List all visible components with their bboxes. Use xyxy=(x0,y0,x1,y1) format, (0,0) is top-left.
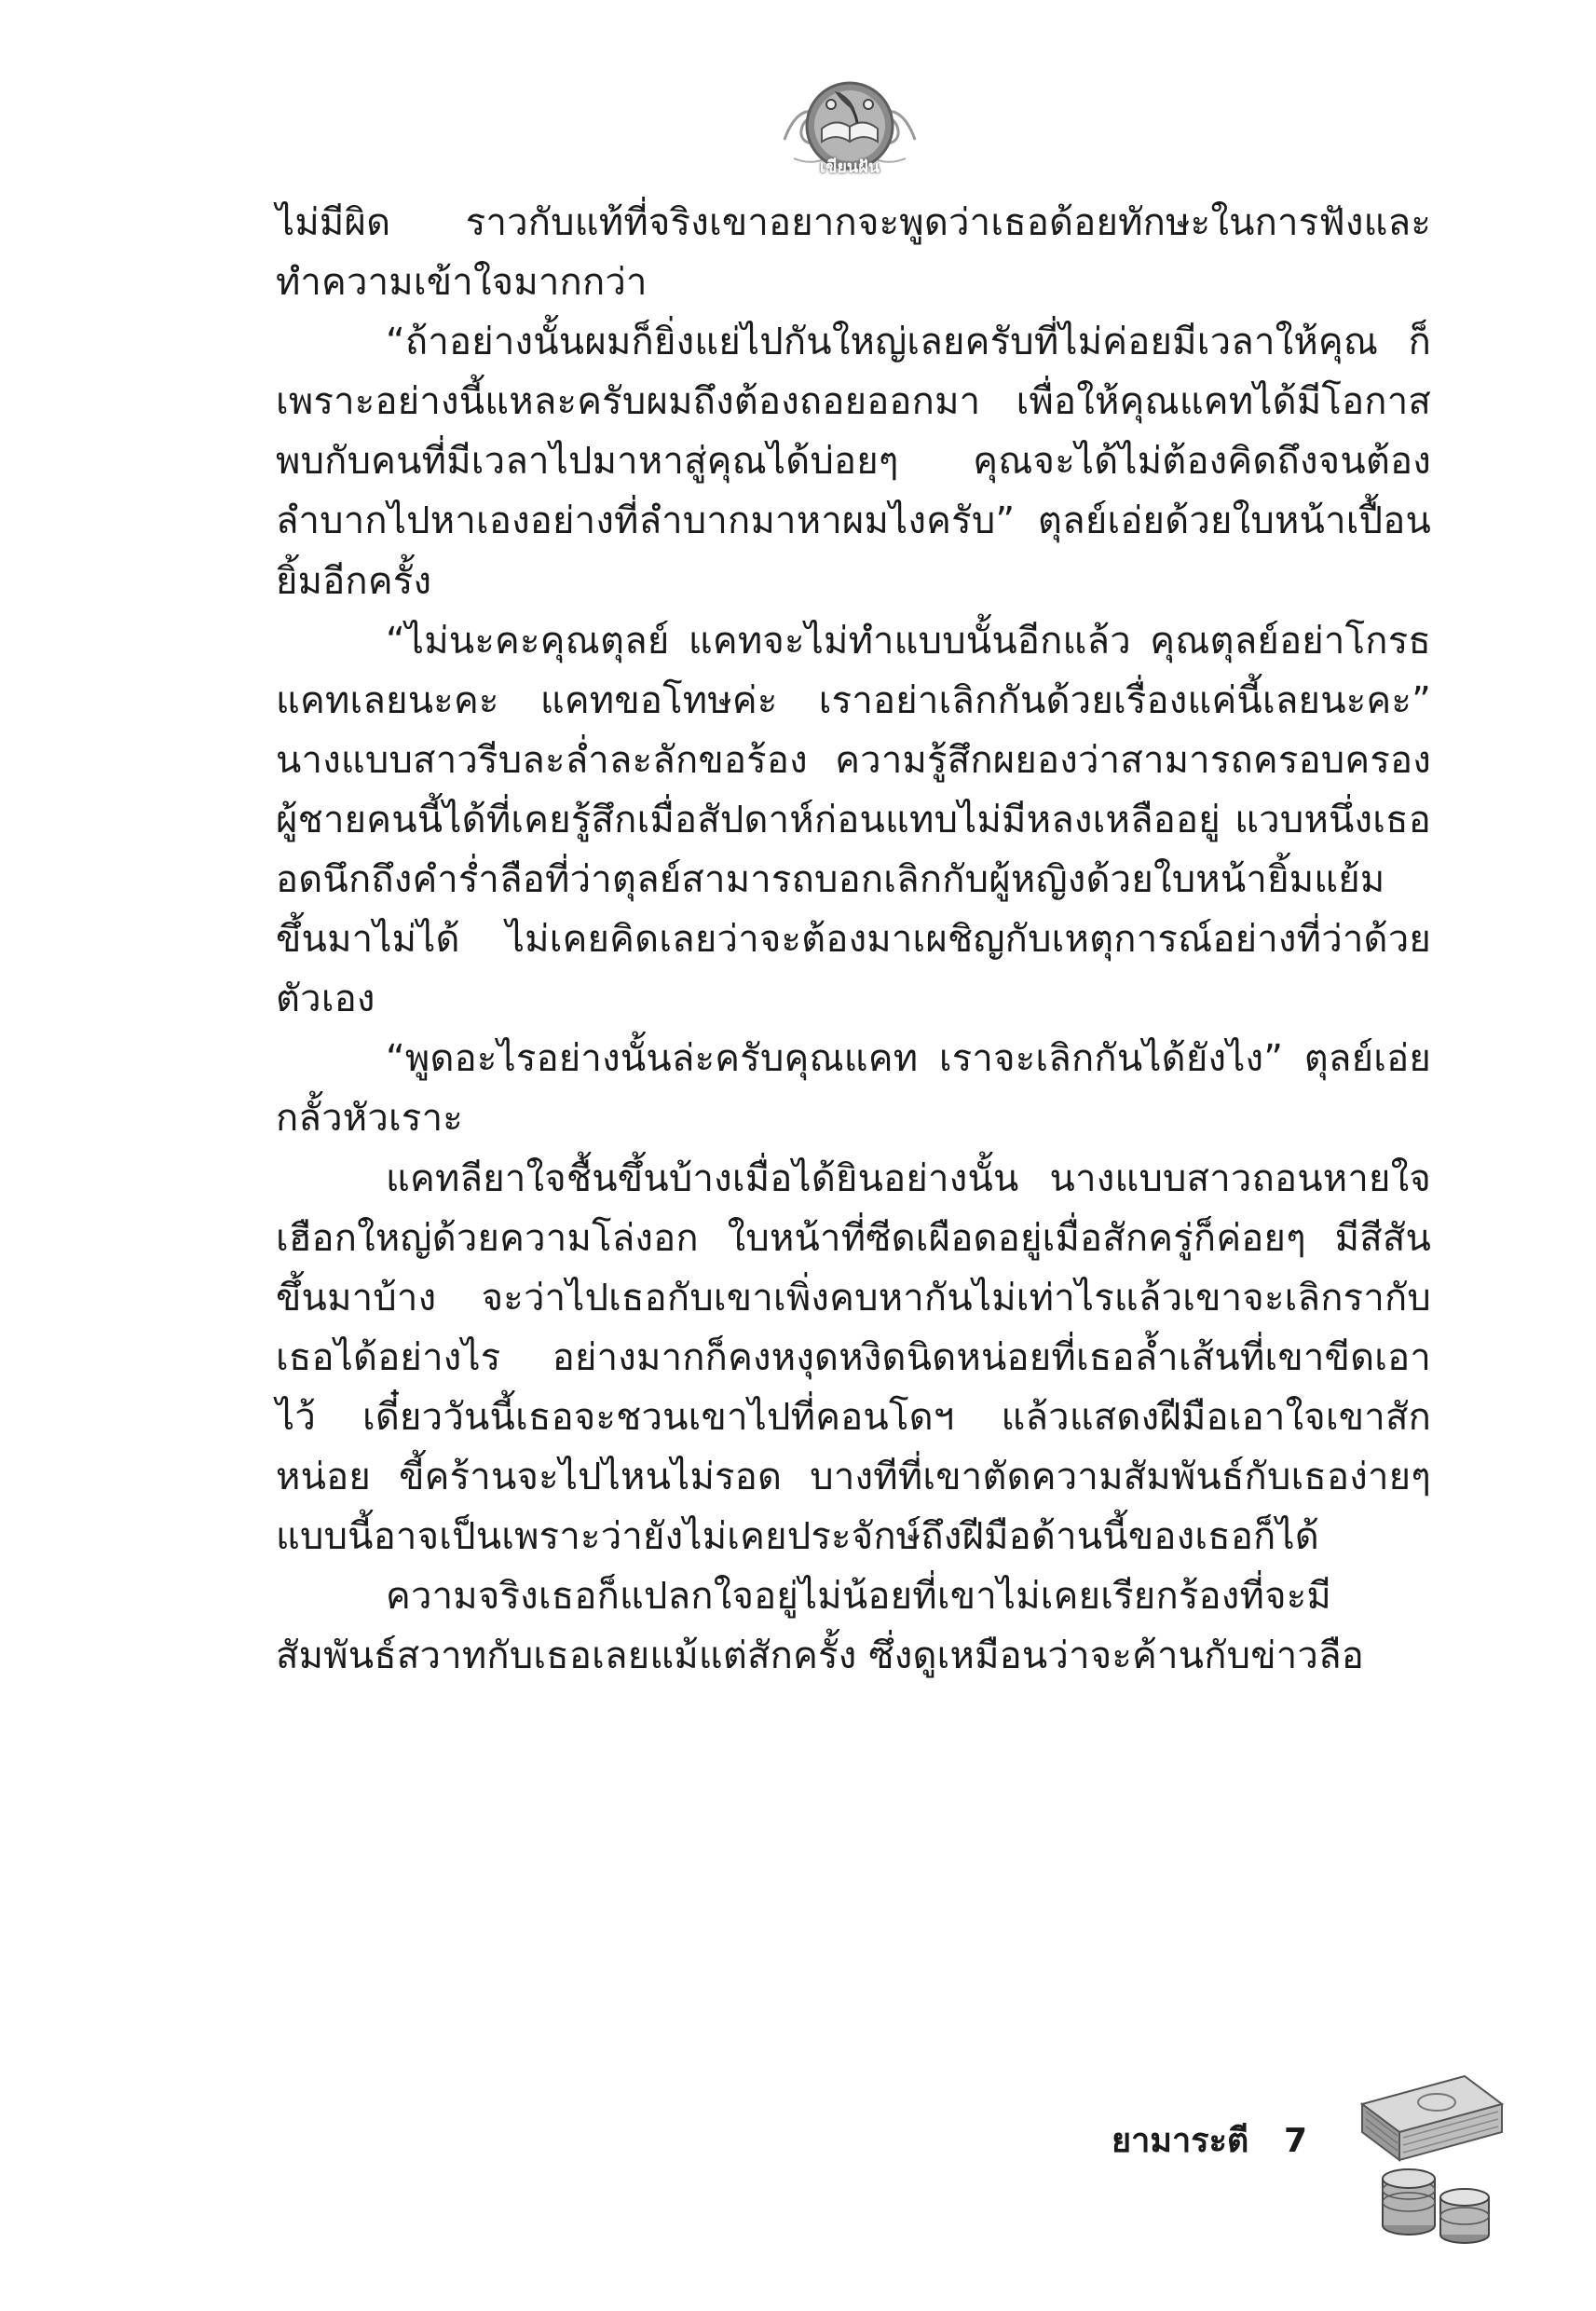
paragraph: แคทลียาใจชื้นขึ้นบ้างเมื่อได้ยินอย่างนั้น นางแบบสาวถอนหายใจเฮือกใหญ่ด้วยความโล่งอก ใบหน้าที่ซีดเผือดอยู่เมื่อสักครู่ก็ค่อยๆ มีสีสันขึ้นมาบ้าง จะว่าไปเธอกับเขาเพิ่งคบหากันไม่เท่าไรแล้วเขาจะเลิกรากับเธอได้อย่างไร อย่างมากก็คงหงุดหงิดนิดหน่อยที่เธอล้ำเส้นที่เขาขีดเอาไว้ เดี๋ยววันนี้เธอจะชวนเขาไปที่คอนโดฯ แล้วแสดงฝีมือเอาใจเขาสักหน่อย ขี้คร้านจะไปไหนไม่รอด บางทีที่เขาตัดความสัมพันธ์กับเธอง่ายๆ แบบนี้อาจเป็นเพราะว่ายังไม่เคยประจักษ์ถึงฝีมือด้านนี้ของเธอก็ได้ xyxy=(276,1156,1431,1559)
book-title: ยามาระตี xyxy=(1111,2122,1249,2160)
body-text xyxy=(276,193,1431,1686)
paragraph: “ไม่นะคะคุณตุลย์ แคทจะไม่ทำแบบนั้นอีกแล้ว คุณตุลย์อย่าโกรธแคทเลยนะคะ แคทขอโทษค่ะ เราอย่าเลิกกันด้วยเรื่องแค่นี้เลยนะคะ” นางแบบสาวรีบละล่ำละลักขอร้อง ความรู้สึกผยองว่าสามารถครอบครองผู้ชายคนนี้ได้ที่เคยรู้สึกเมื่อสัปดาห์ก่อนแทบไม่มีหลงเหลืออยู่ แวบหนึ่งเธออดนึกถึงคำร่ำลือที่ว่าตุลย์สามารถบอกเลิกกับผู้หญิงด้วยใบหน้ายิ้มแย้มขึ้นมาไม่ได้ ไม่เคยคิดเลยว่าจะต้องมาเผชิญกับเหตุการณ์อย่างที่ว่าด้วยตัวเอง xyxy=(276,619,1431,1021)
paragraph: “ถ้าอย่างนั้นผมก็ยิ่งแย่ไปกันใหญ่เลยครับที่ไม่ค่อยมีเวลาให้คุณ ก็เพราะอย่างนี้แหละครับผมถึงต้องถอยออกมา เพื่อให้คุณแคทได้มีโอกาสพบกับคนที่มีเวลาไปมาหาสู่คุณได้บ่อยๆ คุณจะได้ไม่ต้องคิดถึงจนต้องลำบากไปหาเองอย่างที่ลำบากมาหาผมไงครับ” ตุลย์เอ่ยด้วยใบหน้าเปื้อนยิ้มอีกครั้ง xyxy=(276,321,1431,603)
paragraph: “พูดอะไรอย่างนั้นล่ะครับคุณแคท เราจะเลิกกันได้ยังไง” ตุลย์เอ่ยกลั้วหัวเราะ xyxy=(276,1037,1431,1141)
publisher-emblem-icon xyxy=(775,56,924,186)
page-number: 7 xyxy=(1283,2122,1307,2160)
paragraph: ความจริงเธอก็แปลกใจอยู่ไม่น้อยที่เขาไม่เคยเรียกร้องที่จะมีสัมพันธ์สวาทกับเธอเลยแม้แต่สักครั้ง ซึ่งดูเหมือนว่าจะค้านกับข่าวลือ xyxy=(276,1575,1365,1678)
paragraph: ไม่มีผิด ราวกับแท้ที่จริงเขาอยากจะพูดว่าเธอด้อยทักษะในการฟังและทำความเข้าใจมากกว่า xyxy=(276,201,1431,305)
logo-text: เขียนฝัน xyxy=(819,157,880,177)
money-stack-icon xyxy=(1353,2067,1511,2253)
page-footer xyxy=(1112,2113,1307,2167)
